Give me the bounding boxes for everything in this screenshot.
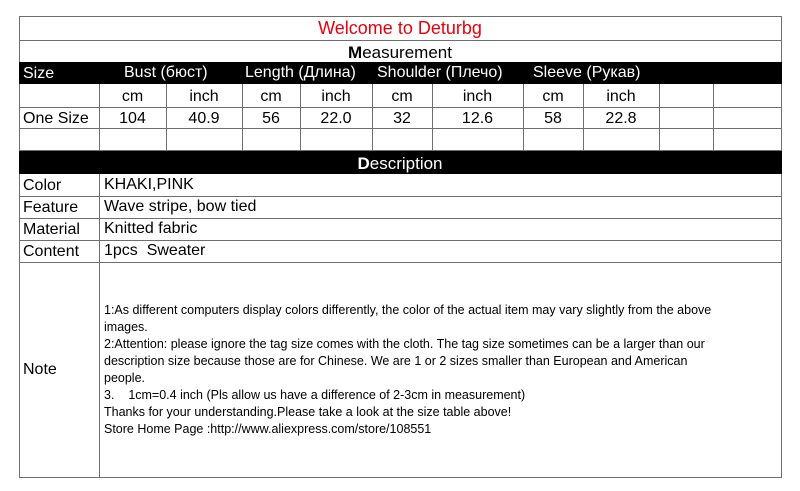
unit-cell: inch: [321, 88, 351, 105]
size-label-one-size: One Size: [23, 110, 89, 127]
unit-cell: inch: [462, 88, 493, 105]
description-label-material: Material: [23, 221, 80, 238]
note-line: 2:Attention: please ignore the tag size comes with the cloth. The tag size sometimes can be a larger than our: [104, 337, 705, 351]
measurement-header-rest: easurement: [362, 43, 452, 62]
note-line: Store Home Page :http://www.aliexpress.com/store/108551: [104, 422, 432, 436]
value-cell: 12.6: [461, 110, 494, 127]
divider: [99, 174, 100, 478]
divider: [19, 262, 782, 263]
unit-cell: cm: [542, 88, 564, 105]
left-border: [19, 16, 20, 478]
note-line: description size because those are for Chinese. We are 1 or 2 sizes smaller than European and American: [104, 354, 688, 368]
divider: [19, 240, 782, 241]
value-cell: 40.9: [188, 110, 220, 127]
description-header-initial: D: [357, 154, 370, 173]
note-line: 3. 1cm=0.4 inch (Pls allow us have a difference of 2-3cm in measurement): [104, 388, 526, 402]
value-cell: 22.8: [605, 110, 637, 127]
divider: [19, 196, 782, 197]
description-label-feature: Feature: [23, 199, 79, 216]
bottom-border: [19, 477, 782, 478]
description-label-color: Color: [23, 177, 62, 194]
divider: [19, 107, 782, 108]
column-header-sleeve: Sleeve (Рукав): [533, 64, 641, 81]
divider: [19, 218, 782, 219]
unit-cell: cm: [260, 88, 282, 105]
divider: [19, 128, 782, 129]
description-value-content: 1pcs Sweater: [104, 242, 206, 259]
value-cell: 22.0: [320, 110, 352, 127]
divider: [659, 84, 660, 150]
description-header: [0, 155, 800, 172]
value-cell: 32: [393, 110, 411, 127]
value-cell: 56: [262, 110, 280, 127]
unit-cell: inch: [606, 88, 636, 105]
value-cell: 104: [119, 110, 146, 127]
note-label: Note: [23, 361, 57, 378]
value-cell: 58: [544, 110, 562, 127]
unit-cell: cm: [391, 88, 413, 105]
note-line: 1:As different computers display colors differently, the color of the actual item may vary slightly from the above: [104, 303, 712, 317]
page-title: Welcome to Deturbg: [318, 18, 482, 38]
column-header-shoulder: Shoulder (Плечо): [377, 64, 503, 81]
description-value-feature: Wave stripe, bow tied: [104, 198, 257, 215]
note-line: Thanks for your understanding.Please take a look at the size table above!: [104, 405, 512, 419]
unit-cell: inch: [189, 88, 219, 105]
measurement-header: [0, 44, 800, 61]
description-label-content: Content: [23, 243, 80, 260]
top-border: [19, 16, 782, 17]
description-value-color: KHAKI,PINK: [104, 176, 194, 193]
note-line: images.: [104, 320, 148, 334]
measurement-header-initial: M: [348, 43, 363, 62]
column-header-bust: Bust (бюст): [124, 64, 208, 81]
unit-cell: cm: [121, 88, 144, 105]
divider: [713, 84, 714, 150]
divider: [19, 40, 782, 41]
note-line: people.: [104, 371, 146, 385]
size-column-header: Size: [23, 65, 55, 82]
description-header-rest: escription: [369, 154, 443, 173]
column-header-length: Length (Длина): [245, 64, 356, 81]
right-border: [781, 16, 782, 478]
description-value-material: Knitted fabric: [104, 220, 198, 237]
